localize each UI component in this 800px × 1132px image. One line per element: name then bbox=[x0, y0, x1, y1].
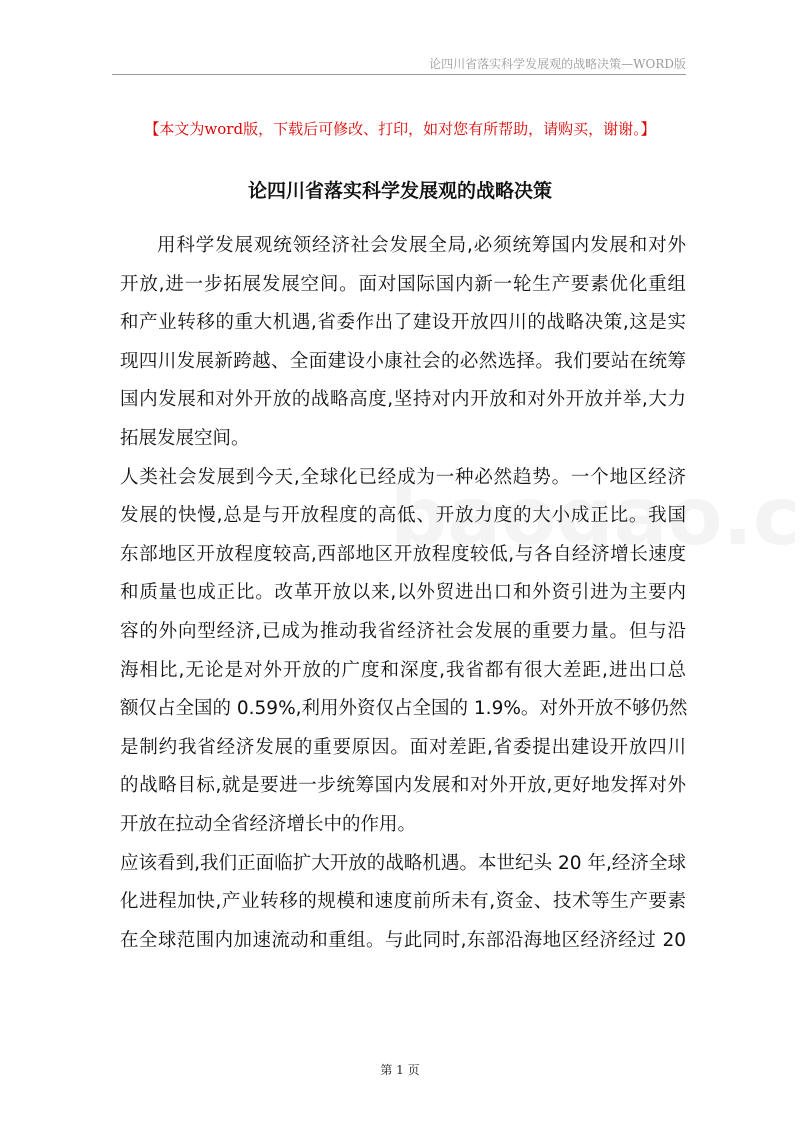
document-title: 论四川省落实科学发展观的战略决策 bbox=[247, 180, 552, 202]
text-line: 应该看到,我们正面临扩大开放的战略机遇。本世纪头 20 年,经济全球 bbox=[120, 852, 686, 874]
text-line: 的战略目标,就是要进一步统筹国内发展和对外开放,更好地发挥对外 bbox=[120, 775, 686, 797]
text-line: 和产业转移的重大机遇,省委作出了建设开放四川的战略决策,这是实 bbox=[120, 312, 686, 334]
paragraph bbox=[120, 227, 686, 459]
page-header bbox=[112, 52, 686, 75]
text-line: 和质量也成正比。改革开放以来,以外贸进出口和外资引进为主要内 bbox=[120, 582, 686, 604]
text-line: 开放,进一步拓展发展空间。面对国际国内新一轮生产要素优化重组 bbox=[120, 273, 686, 295]
running-title: 论四川省落实科学发展观的战略决策—WORD版 bbox=[429, 57, 686, 71]
text-line: 人类社会发展到今天,全球化已经成为一种必然趋势。一个地区经济 bbox=[120, 466, 686, 488]
text-line: 国内发展和对外开放的战略高度,坚持对内开放和对外开放并举,大力 bbox=[120, 389, 686, 411]
text-line: 海相比,无论是对外开放的广度和深度,我省都有很大差距,进出口总 bbox=[120, 659, 686, 681]
text-line: 拓展发展空间。 bbox=[120, 427, 250, 449]
paragraph bbox=[120, 459, 686, 845]
download-notice: 【本文为word版，下载后可修改、打印，如对您有所帮助，请购买，谢谢。】 bbox=[144, 120, 656, 138]
page-number: 第 1 页 bbox=[380, 1063, 420, 1077]
paragraph bbox=[120, 845, 686, 961]
text-line: 用科学发展观统领经济社会发展全局,必须统筹国内发展和对外 bbox=[157, 235, 686, 256]
text-line: 在全球范围内加速流动和重组。与此同时,东部沿海地区经济经过 20 bbox=[120, 929, 686, 951]
text-line: 现四川发展新跨越、全面建设小康社会的必然选择。我们要站在统筹 bbox=[120, 350, 686, 372]
text-line: 化进程加快,产业转移的规模和速度前所未有,资金、技术等生产要素 bbox=[120, 891, 686, 913]
text-line: 是制约我省经济发展的重要原因。面对差距,省委提出建设开放四川 bbox=[120, 736, 686, 758]
text-line: 容的外向型经济,已成为推动我省经济社会发展的重要力量。但与沿 bbox=[120, 620, 686, 642]
text-line: 开放在拉动全省经济增长中的作用。 bbox=[120, 813, 417, 835]
document-body bbox=[120, 227, 686, 960]
text-line: 东部地区开放程度较高,西部地区开放程度较低,与各自经济增长速度 bbox=[120, 543, 686, 565]
text-line: 额仅占全国的 0.59%,利用外资仅占全国的 1.9%。对外开放不够仍然 bbox=[120, 698, 688, 720]
text-line: 发展的快慢,总是与开放程度的高低、开放力度的大小成正比。我国 bbox=[120, 505, 686, 527]
